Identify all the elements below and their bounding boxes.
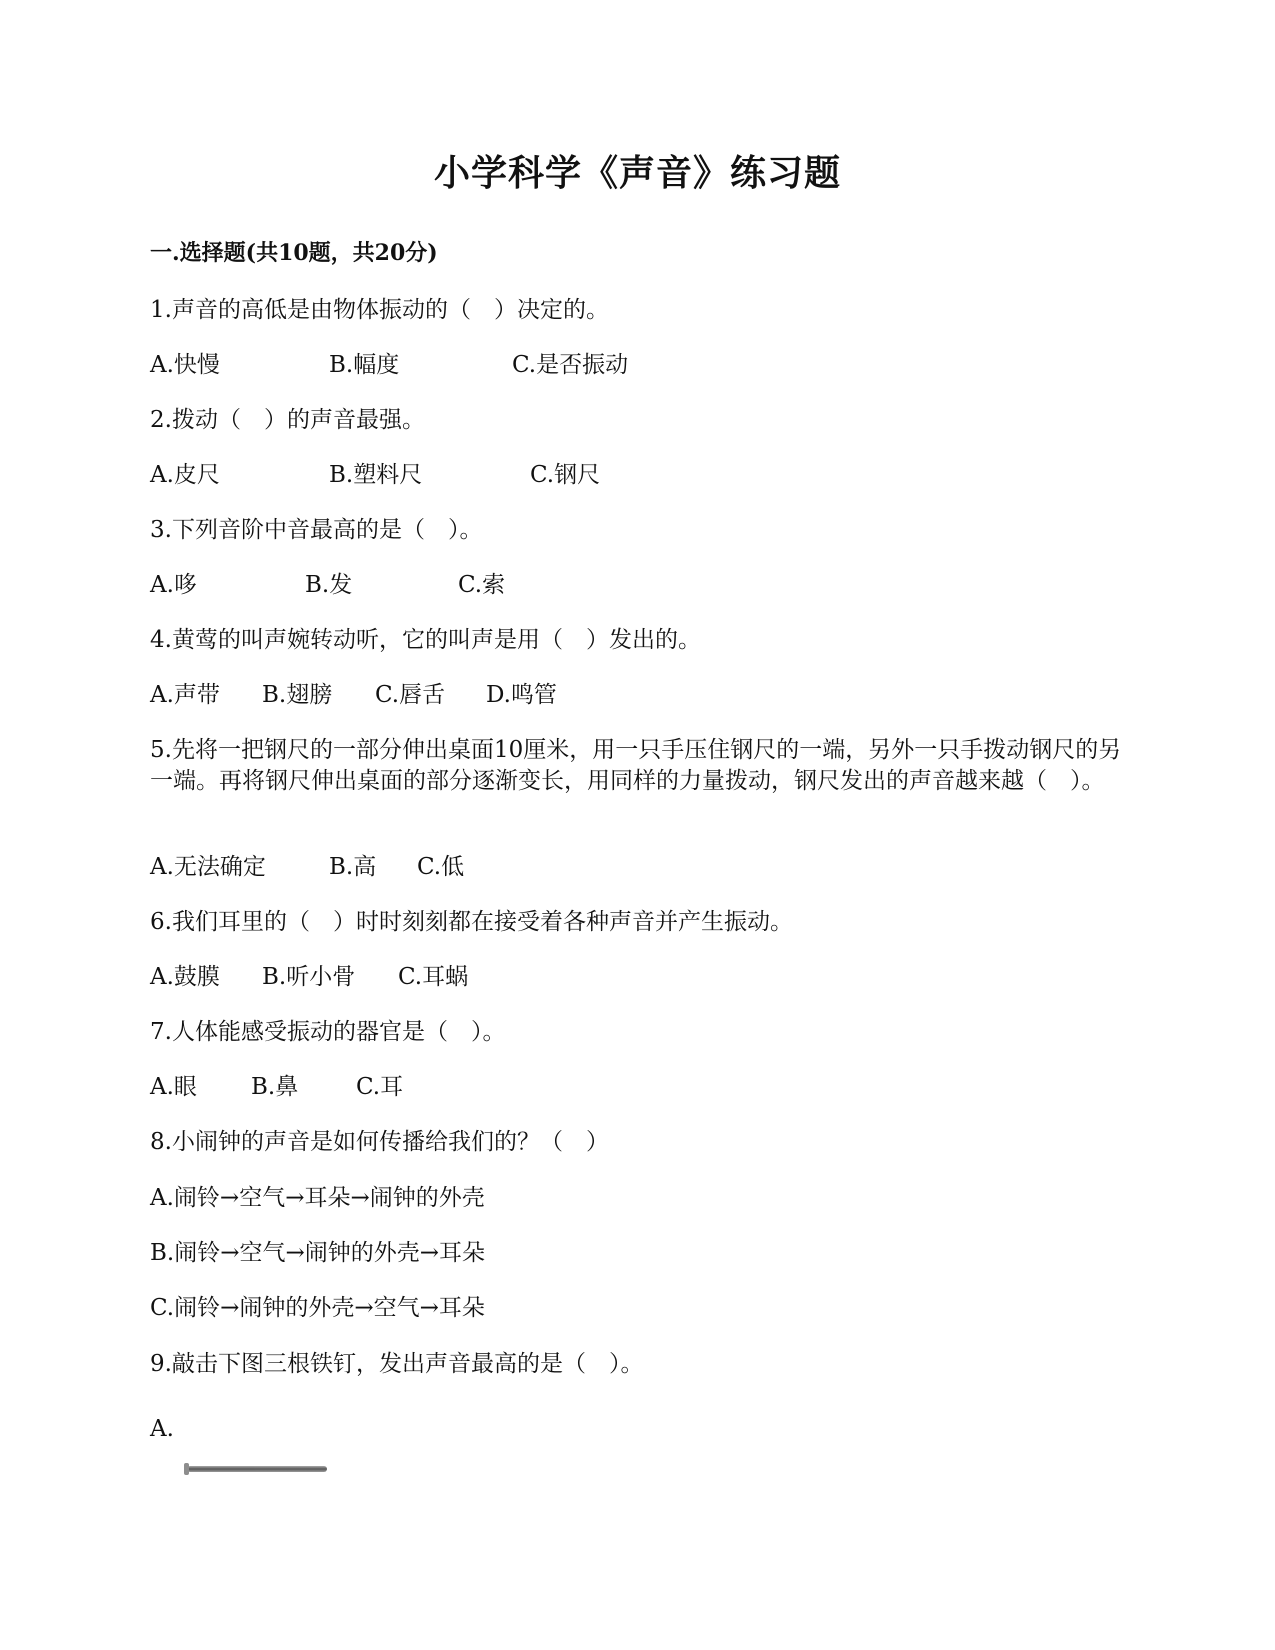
question-stem: 3.下列音阶中音最高的是（ ）。 xyxy=(150,517,483,543)
question-stem: 2.拨动（ ）的声音最强。 xyxy=(150,407,425,433)
option: C.耳 xyxy=(356,1074,404,1100)
option: A.眼 xyxy=(150,1074,197,1100)
option: A.闹铃→空气→耳朵→闹钟的外壳 xyxy=(150,1185,485,1211)
option: C.唇舌 xyxy=(375,682,446,708)
section-heading: 一.选择题(共10题，共20分) xyxy=(150,240,438,266)
question-stem: 5.先将一把钢尺的一部分伸出桌面10厘米，用一只手压住钢尺的一端，另外一只手拨动钢尺的另一端。再将钢尺伸出桌面的部分逐渐变长，用同样的力量拨动，钢尺发出的声音越来越（ ）。 xyxy=(150,737,1122,794)
option: A.声带 xyxy=(150,682,220,708)
option: B.闹铃→空气→闹钟的外壳→耳朵 xyxy=(150,1240,486,1266)
option: A.鼓膜 xyxy=(150,964,220,990)
option: B.翅膀 xyxy=(262,682,333,708)
option: A. xyxy=(150,1416,174,1442)
option: C.是否振动 xyxy=(512,352,629,378)
option: A.皮尺 xyxy=(150,462,220,488)
question-stem: 4.黄莺的叫声婉转动听，它的叫声是用（ ）发出的。 xyxy=(150,627,701,653)
option: B.听小骨 xyxy=(262,964,356,990)
option: B.塑料尺 xyxy=(329,462,423,488)
question-stem: 6.我们耳里的（ ）时时刻刻都在接受着各种声音并产生振动。 xyxy=(150,909,793,935)
option: B.发 xyxy=(305,572,353,598)
question-stem: 1.声音的高低是由物体振动的（ ）决定的。 xyxy=(150,297,609,323)
option: A.无法确定 xyxy=(150,854,266,880)
option: D.鸣管 xyxy=(486,682,557,708)
option: B.幅度 xyxy=(329,352,400,378)
question-stem: 7.人体能感受振动的器官是（ ）。 xyxy=(150,1019,506,1045)
option: B.鼻 xyxy=(251,1074,299,1100)
question-stem: 8.小闹钟的声音是如何传播给我们的？（ ） xyxy=(150,1129,609,1155)
nail-image-a xyxy=(187,1466,327,1472)
option: C.低 xyxy=(417,854,465,880)
option: C.钢尺 xyxy=(530,462,601,488)
option: A.快慢 xyxy=(150,352,220,378)
page-title: 小学科学《声音》练习题 xyxy=(433,152,841,194)
option: B.高 xyxy=(329,854,377,880)
option: C.耳蜗 xyxy=(398,964,469,990)
option: C.索 xyxy=(458,572,506,598)
option: A.哆 xyxy=(150,572,197,598)
question-stem: 9.敲击下图三根铁钉，发出声音最高的是（ ）。 xyxy=(150,1351,644,1377)
option: C.闹铃→闹钟的外壳→空气→耳朵 xyxy=(150,1295,485,1321)
